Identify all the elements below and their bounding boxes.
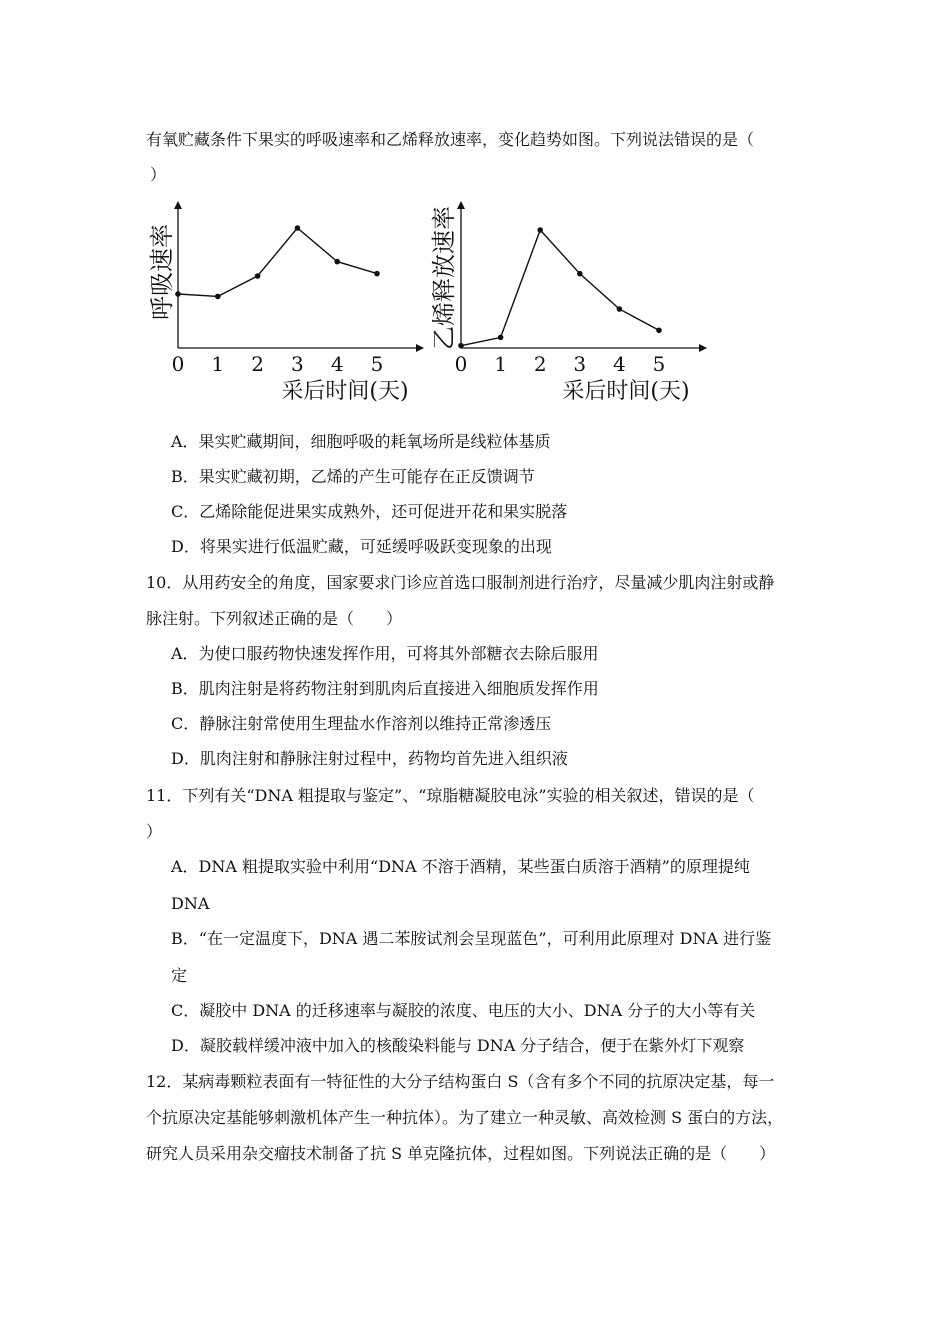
data-point: [334, 259, 340, 265]
data-point: [255, 273, 261, 279]
q9-option-c: C．乙烯除能促进果实成熟外，还可促进开花和果实脱落: [171, 502, 568, 521]
y-axis-label: 乙烯释放速率: [430, 206, 458, 350]
q10-option-c: C．静脉注射常使用生理盐水作溶剂以维持正常渗透压: [171, 714, 552, 733]
q10-stem-line2: 脉注射。下列叙述正确的是（ ）: [146, 609, 403, 628]
q10-option-d: D．肌肉注射和静脉注射过程中，药物均首先进入组织液: [171, 749, 568, 768]
q11-option-b-line2: 定: [171, 966, 188, 985]
q11-option-a-line2: DNA: [171, 894, 210, 913]
x-tick-label: 2: [251, 352, 264, 376]
data-point: [577, 271, 583, 277]
q11-option-a-line1: A．DNA 粗提取实验中利用“DNA 不溶于酒精，某些蛋白质溶于酒精”的原理提纯: [171, 857, 750, 876]
q9-option-b: B．果实贮藏初期，乙烯的产生可能存在正反馈调节: [171, 467, 535, 486]
q11-stem-line1: 11．下列有关“DNA 粗提取与鉴定”、“琼脂糖凝胶电泳”实验的相关叙述，错误的是（: [146, 786, 755, 805]
q9-stem-line1: 有氧贮藏条件下果实的呼吸速率和乙烯释放速率，变化趋势如图。下列说法错误的是（: [146, 130, 755, 149]
q9-option-d: D．将果实进行低温贮藏，可延缓呼吸跃变现象的出现: [171, 537, 552, 556]
q12-stem-line3: 研究人员采用杂交瘤技术制备了抗 S 单克隆抗体，过程如图。下列说法正确的是（ ）: [146, 1144, 776, 1163]
q11-stem-line2: ）: [146, 822, 163, 841]
x-tick-label: 4: [613, 352, 626, 376]
x-tick-label: 5: [370, 352, 384, 376]
x-tick-label: 1: [211, 352, 225, 376]
x-tick-label: 3: [573, 352, 587, 376]
x-tick-label: 1: [494, 352, 507, 376]
series-line: [178, 228, 377, 296]
y-axis-label: 呼吸速率: [148, 224, 176, 320]
q11-option-c: C．凝胶中 DNA 的迁移速率与凝胶的浓度、电压的大小、DNA 分子的大小等有关: [171, 1001, 756, 1020]
series-line: [461, 230, 659, 346]
q11-option-b-line1: B．“在一定温度下，DNA 遇二苯胺试剂会呈现蓝色”，可利用此原理对 DNA 进行鉴: [171, 929, 772, 948]
data-point: [537, 227, 543, 233]
data-point: [295, 225, 301, 231]
q11-option-d: D．凝胶载样缓冲液中加入的核酸染料能与 DNA 分子结合，便于在紫外灯下观察: [171, 1036, 745, 1055]
respiration-rate-chart: [148, 205, 420, 404]
q10-stem-line1: 10．从用药安全的角度，国家要求门诊应首选口服制剂进行治疗，尽量减少肌肉注射或静: [146, 573, 775, 592]
x-tick-label: 2: [533, 352, 547, 376]
q10-option-a: A．为使口服药物快速发挥作用，可将其外部糖衣去除后服用: [171, 644, 599, 663]
q10-option-b: B．肌肉注射是将药物注射到肌肉后直接进入细胞质发挥作用: [171, 679, 599, 698]
q9-stem-line2: ）: [150, 165, 167, 184]
x-tick-label: 4: [330, 352, 344, 376]
q12-stem-line2: 个抗原决定基能够刺激机体产生一种抗体）。为了建立一种灵敏、高效检测 S 蛋白的方法，: [146, 1108, 784, 1127]
ethylene-release-chart: [430, 205, 703, 404]
x-tick-label: 0: [454, 352, 468, 376]
x-axis-label: 采后时间(天): [562, 379, 690, 404]
data-point: [617, 306, 623, 312]
q12-stem-line1: 12．某病毒颗粒表面有一特征性的大分子结构蛋白 S（含有多个不同的抗原决定基，每一: [146, 1072, 775, 1091]
x-tick-label: 5: [652, 352, 666, 376]
x-tick-label: 0: [171, 352, 185, 376]
x-axis-label: 采后时间(天): [281, 379, 409, 404]
data-point: [656, 328, 662, 334]
data-point: [458, 343, 464, 349]
data-point: [175, 291, 181, 297]
x-tick-label: 3: [291, 352, 304, 376]
q9-option-a: A．果实贮藏期间，细胞呼吸的耗氧场所是线粒体基质: [171, 432, 551, 451]
data-point: [498, 335, 504, 341]
q9-figure: [0, 0, 950, 420]
data-point: [215, 294, 221, 300]
data-point: [374, 271, 380, 277]
